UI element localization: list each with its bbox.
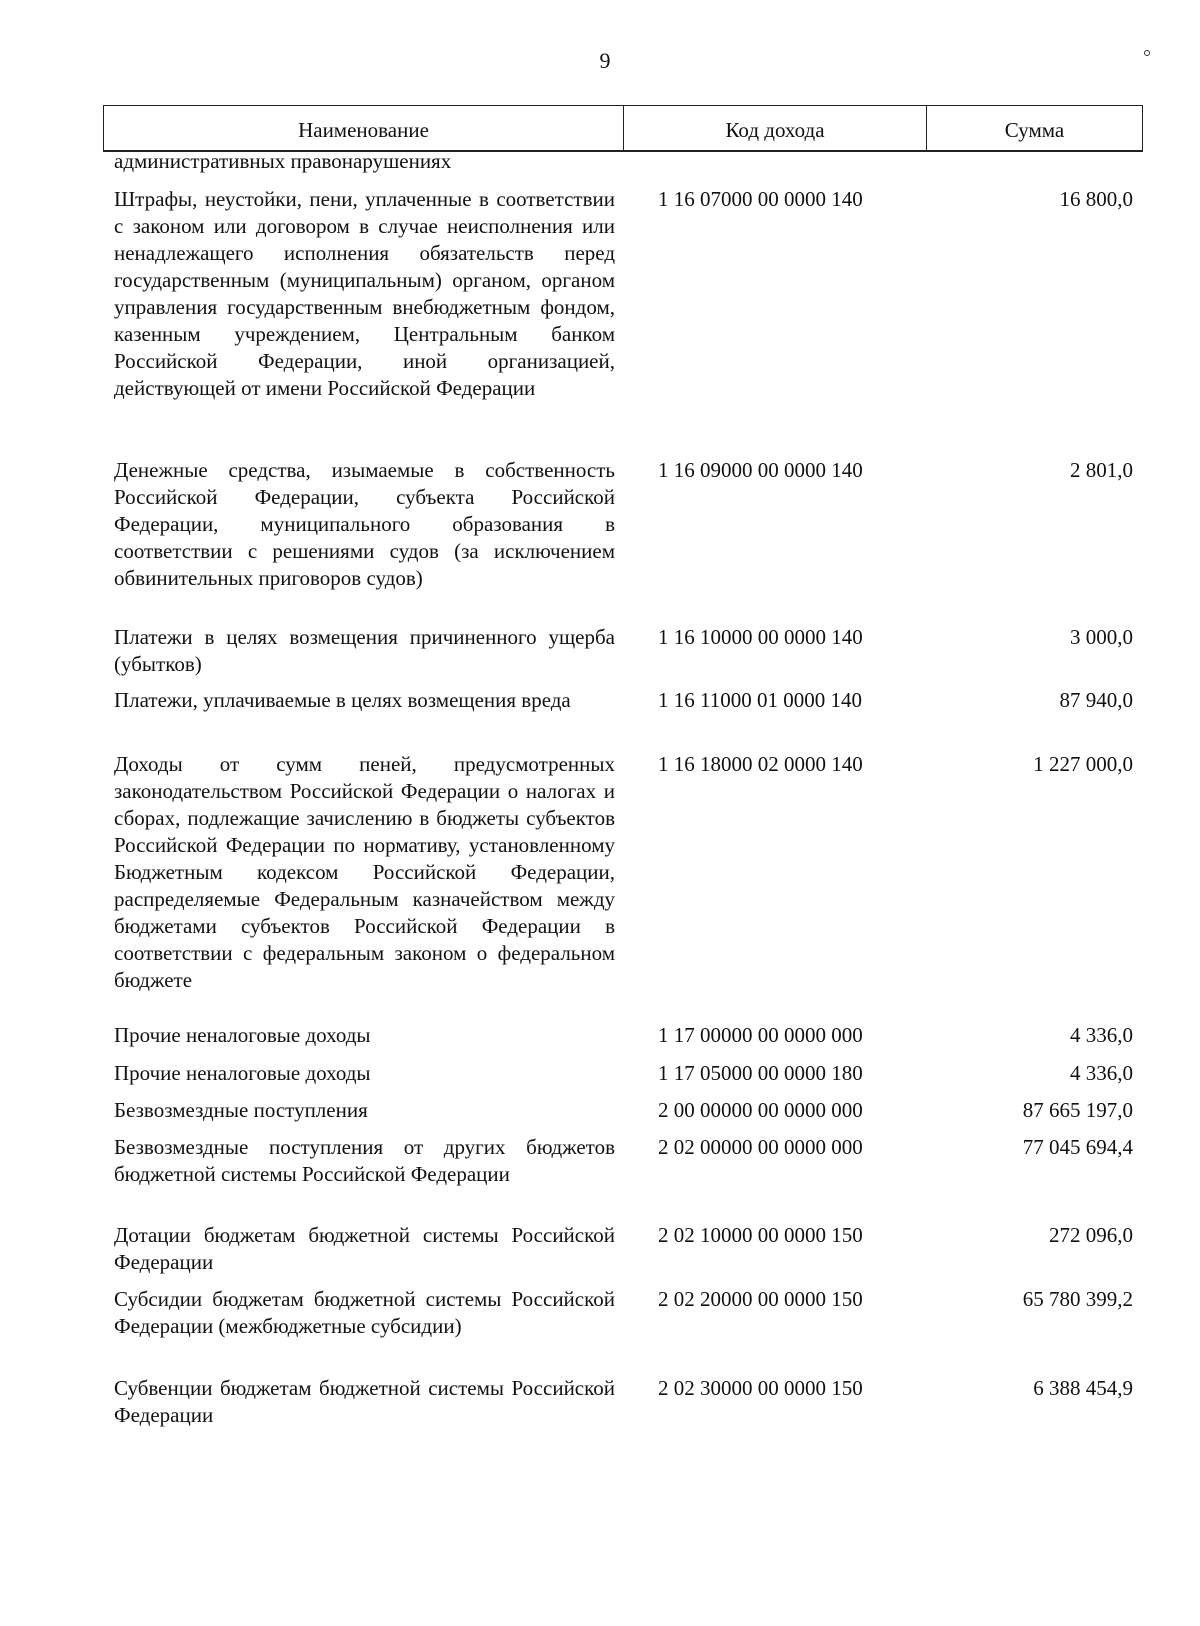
row-name: Прочие неналоговые доходы bbox=[114, 1023, 371, 1047]
row-sum: 4 336,0 bbox=[1070, 1023, 1133, 1047]
row-sum: 6 388 454,9 bbox=[1033, 1376, 1133, 1400]
row-code: 2 00 00000 00 0000 000 bbox=[658, 1098, 863, 1122]
row-name: Доходы от сумм пеней, предусмотренных законодательством Российской Федерации о налогах и сборах, подлежащие зачислению в бюджеты субъектов Российской Федерации по нормативу, установленному Бюджетным кодексом Российской Федерации, распределяемые Федеральным казначейством между бюджетами субъектов Российской Федерации в соответствии с федеральным законом о федеральном бюджете bbox=[114, 752, 615, 992]
table-header bbox=[103, 105, 1143, 152]
row-sum: 87 665 197,0 bbox=[1022, 1098, 1133, 1122]
row-sum: 3 000,0 bbox=[1070, 625, 1133, 649]
row-name: Денежные средства, изымаемые в собственность Российской Федерации, субъекта Российской Федерации, муниципального образования в соответствии с решениями судов (за исключением обвинительных приговоров судов) bbox=[114, 458, 615, 590]
row-name: Субсидии бюджетам бюджетной системы Российской Федерации (межбюджетные субсидии) bbox=[114, 1287, 615, 1338]
row-sum: 2 801,0 bbox=[1070, 458, 1133, 482]
row-sum: 16 800,0 bbox=[1059, 187, 1133, 211]
row-code: 1 16 07000 00 0000 140 bbox=[658, 187, 863, 211]
row-code: 2 02 20000 00 0000 150 bbox=[658, 1287, 863, 1311]
row-name: Дотации бюджетам бюджетной системы Российской Федерации bbox=[114, 1223, 615, 1274]
row-name: Платежи в целях возмещения причиненного ущерба (убытков) bbox=[114, 625, 615, 676]
row-code: 1 16 11000 01 0000 140 bbox=[658, 688, 862, 712]
row-code: 2 02 10000 00 0000 150 bbox=[658, 1223, 863, 1247]
row-code: 2 02 00000 00 0000 000 bbox=[658, 1135, 863, 1159]
row-code: 1 16 10000 00 0000 140 bbox=[658, 625, 863, 649]
row-name: административных правонарушениях bbox=[114, 149, 452, 173]
row-name: Субвенции бюджетам бюджетной системы Российской Федерации bbox=[114, 1376, 615, 1427]
row-name: Штрафы, неустойки, пени, уплаченные в соответствии с законом или договором в случае неисполнения или ненадлежащего исполнения обязательств перед государственным (муниципальным) органом, органом управления государственным внебюджетным фондом, казенным учреждением, Центральным банком Российской Федерации, иной организацией, действующей от имени Российской Федерации bbox=[114, 187, 615, 400]
row-name: Безвозмездные поступления от других бюджетов бюджетной системы Российской Федерации bbox=[114, 1135, 615, 1186]
row-code: 1 16 18000 02 0000 140 bbox=[658, 752, 863, 776]
row-sum: 65 780 399,2 bbox=[1022, 1287, 1133, 1311]
row-code: 1 16 09000 00 0000 140 bbox=[658, 458, 863, 482]
row-name: Платежи, уплачиваемые в целях возмещения вреда bbox=[114, 688, 571, 712]
row-sum: 87 940,0 bbox=[1059, 688, 1133, 712]
row-code: 1 17 00000 00 0000 000 bbox=[658, 1023, 863, 1047]
row-name: Безвозмездные поступления bbox=[114, 1098, 368, 1122]
row-sum: 1 227 000,0 bbox=[1033, 752, 1133, 776]
row-sum: 77 045 694,4 bbox=[1022, 1135, 1133, 1159]
row-code: 2 02 30000 00 0000 150 bbox=[658, 1376, 863, 1400]
header-sum: Сумма bbox=[1004, 117, 1065, 142]
row-sum: 272 096,0 bbox=[1049, 1223, 1133, 1247]
row-name: Прочие неналоговые доходы bbox=[114, 1061, 371, 1085]
header-name: Наименование bbox=[104, 106, 624, 150]
header-code: Код дохода bbox=[624, 106, 927, 150]
scan-mark bbox=[1144, 50, 1150, 56]
row-code: 1 17 05000 00 0000 180 bbox=[658, 1061, 863, 1085]
row-sum: 4 336,0 bbox=[1070, 1061, 1133, 1085]
page-number: 9 bbox=[599, 48, 611, 73]
